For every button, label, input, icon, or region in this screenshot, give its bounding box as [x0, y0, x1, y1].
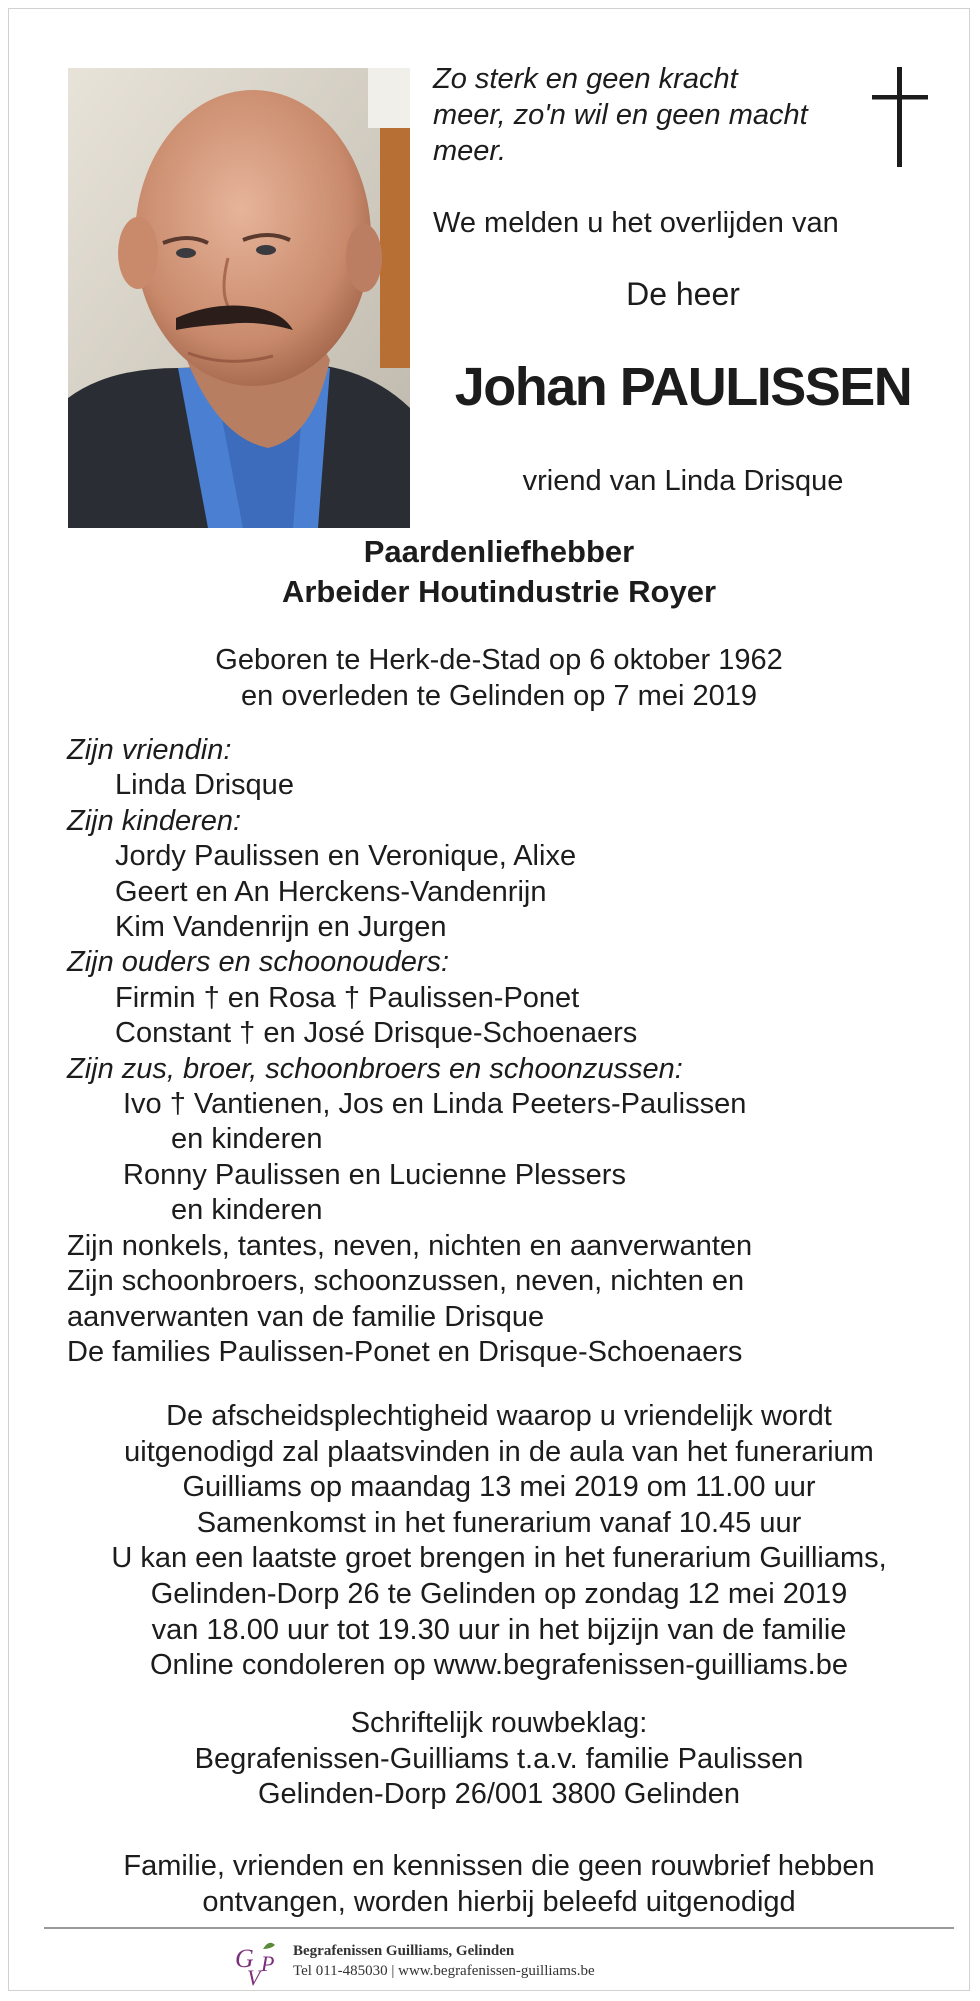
poem-line: meer. — [433, 135, 507, 167]
portrait-image — [68, 68, 410, 528]
footer-info — [293, 1941, 773, 1981]
deceased-name: Johan PAULISSEN — [454, 357, 912, 417]
obituary-card — [8, 8, 970, 1991]
family-member-line: aanverwanten van de familie Drisque — [67, 1300, 545, 1333]
ceremony-line: Samenkomst in het funerarium vanaf 10.45 uur — [196, 1506, 802, 1539]
svg-text:G: G — [235, 1944, 254, 1973]
poem — [433, 61, 843, 169]
footer-divider — [44, 1927, 954, 1929]
ceremony-line: Gelinden-Dorp 26 te Gelinden op zondag 12 mei 2019 — [150, 1577, 848, 1610]
family-member-line: Ronny Paulissen en Lucienne Plessers — [123, 1158, 626, 1191]
family-group-label: Zijn kinderen: — [67, 804, 242, 837]
written-condolences — [68, 1706, 930, 1813]
family-member-line: en kinderen — [171, 1194, 323, 1227]
family-member-line: De families Paulissen-Ponet en Drisque-Schoenaers — [67, 1335, 743, 1368]
ceremony-info — [68, 1399, 930, 1684]
notice-line: ontvangen, worden hierbij beleefd uitgenodigd — [202, 1885, 796, 1918]
family-list — [67, 733, 947, 1370]
family-member-line: Zijn nonkels, tantes, neven, nichten en aanverwanten — [67, 1229, 753, 1262]
condolence-addressee: Begrafenissen-Guilliams t.a.v. familie Paulissen — [194, 1742, 804, 1775]
relation: vriend van Linda Drisque — [522, 465, 844, 497]
ceremony-line: U kan een laatste groet brengen in het funerarium Guilliams, — [111, 1542, 887, 1575]
family-member-line: Linda Drisque — [115, 769, 294, 802]
family-member-line: Constant † en José Drisque-Schoenaers — [115, 1017, 638, 1050]
ceremony-line: van 18.00 uur tot 19.30 uur in het bijzijn van de familie — [151, 1613, 847, 1646]
svg-text:V: V — [247, 1965, 261, 1989]
condolence-address: Gelinden-Dorp 26/001 3800 Gelinden — [257, 1778, 741, 1811]
family-member-line: Geert en An Herckens-Vandenrijn — [115, 875, 547, 908]
family-member-line: Ivo † Vantienen, Jos en Linda Peeters-Paulissen — [123, 1088, 747, 1121]
ceremony-line: uitgenodigd zal plaatsvinden in de aula van het funerarium — [124, 1435, 874, 1468]
condolence-website: Online condoleren op www.begrafenissen-guilliams.be — [149, 1649, 848, 1682]
announcement: We melden u het overlijden van — [433, 207, 839, 239]
occupation: Paardenliefhebber — [363, 534, 635, 569]
family-member-line: Kim Vandenrijn en Jurgen — [115, 911, 447, 944]
family-member-line: Firmin † en Rosa † Paulissen-Ponet — [115, 981, 580, 1014]
invitation-notice — [68, 1849, 930, 1920]
occupations — [68, 532, 930, 612]
family-member-line: Jordy Paulissen en Veronique, Alixe — [115, 840, 577, 873]
notice-line: Familie, vrienden en kennissen die geen rouwbrief hebben — [123, 1850, 875, 1882]
ceremony-line: Guilliams op maandag 13 mei 2019 om 11.00 uur — [182, 1471, 816, 1504]
family-group-label: Zijn ouders en schoonouders: — [67, 946, 450, 979]
portrait-photo — [68, 68, 410, 528]
family-group-label: Zijn vriendin: — [67, 734, 232, 766]
family-group-label: Zijn zus, broer, schoonbroers en schoonzussen: — [67, 1052, 683, 1085]
funeral-home-contact: Tel 011-485030 | www.begrafenissen-guilliams.be — [293, 1963, 595, 1979]
svg-text:P: P — [261, 1951, 275, 1976]
birth-line: Geboren te Herk-de-Stad op 6 oktober 1962 — [215, 644, 783, 676]
death-line: en overleden te Gelinden op 7 mei 2019 — [241, 680, 757, 712]
honorific: De heer — [626, 276, 740, 312]
funeral-home-monogram-icon — [233, 1937, 283, 1989]
poem-line: Zo sterk en geen kracht — [433, 63, 738, 95]
funeral-home-name: Begrafenissen Guilliams, Gelinden — [293, 1943, 515, 1959]
poem-line: meer, zo'n wil en geen macht — [433, 99, 808, 131]
latin-cross-icon — [872, 67, 928, 167]
ceremony-line: De afscheidsplechtigheid waarop u vriendelijk wordt — [166, 1400, 832, 1432]
family-member-line: Zijn schoonbroers, schoonzussen, neven, nichten en — [67, 1265, 745, 1298]
occupation: Arbeider Houtindustrie Royer — [281, 574, 717, 609]
condolence-heading: Schriftelijk rouwbeklag: — [350, 1707, 648, 1739]
family-member-line: en kinderen — [171, 1123, 323, 1156]
life-dates — [68, 642, 930, 714]
